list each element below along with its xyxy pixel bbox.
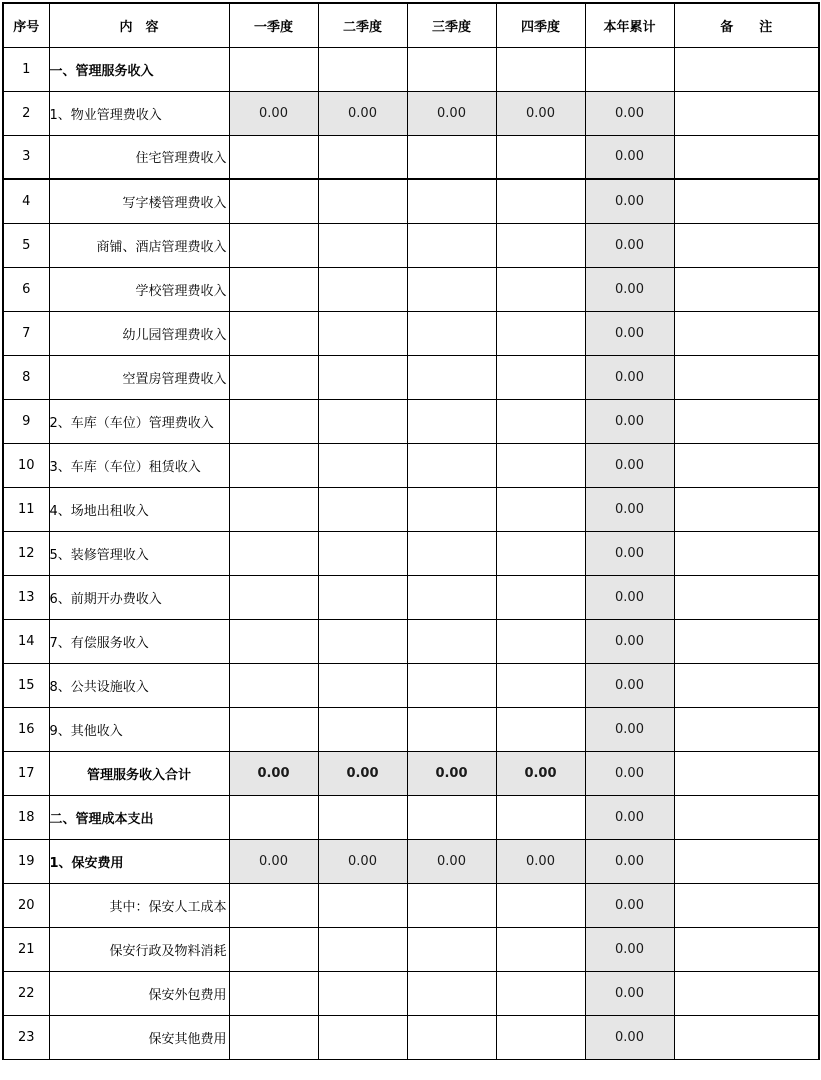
remark-cell[interactable] [674,487,819,531]
ytd-cell[interactable]: 0.00 [585,707,674,751]
q2-cell[interactable]: 0.00 [318,91,407,135]
q2-cell[interactable] [318,223,407,267]
q2-cell[interactable] [318,443,407,487]
q1-cell[interactable] [229,311,318,355]
q4-cell[interactable] [496,311,585,355]
q4-cell[interactable] [496,575,585,619]
q2-cell[interactable] [318,135,407,179]
row-label[interactable]: 3、车库（车位）租赁收入 [49,443,229,487]
ytd-cell[interactable]: 0.00 [585,883,674,927]
remark-cell[interactable] [674,443,819,487]
remark-cell[interactable] [674,311,819,355]
row-label[interactable]: 8、公共设施收入 [49,663,229,707]
row-number: 12 [3,531,49,575]
ytd-cell[interactable]: 0.00 [585,927,674,971]
q4-cell[interactable] [496,355,585,399]
q4-cell[interactable] [496,927,585,971]
table-row [3,1015,819,1059]
ytd-cell[interactable]: 0.00 [585,795,674,839]
q2-cell[interactable] [318,267,407,311]
q2-cell[interactable] [318,47,407,91]
remark-cell[interactable] [674,927,819,971]
q2-cell[interactable]: 0.00 [318,839,407,883]
header-q3: 三季度 [407,3,496,47]
q3-cell[interactable] [407,927,496,971]
q2-cell[interactable] [318,971,407,1015]
q4-cell[interactable]: 0.00 [496,751,585,795]
ytd-cell[interactable]: 0.00 [585,223,674,267]
q4-cell[interactable] [496,619,585,663]
row-label[interactable]: 保安行政及物料消耗 [49,927,229,971]
remark-cell[interactable] [674,971,819,1015]
row-label[interactable]: 一、管理服务收入 [49,47,229,91]
q1-cell[interactable] [229,355,318,399]
table-row [3,575,819,619]
q3-cell[interactable]: 0.00 [407,839,496,883]
q3-cell[interactable]: 0.00 [407,91,496,135]
ytd-cell[interactable]: 0.00 [585,91,674,135]
q4-cell[interactable] [496,487,585,531]
q1-cell[interactable] [229,883,318,927]
row-number: 8 [3,355,49,399]
q1-cell[interactable] [229,443,318,487]
row-label[interactable]: 5、装修管理收入 [49,531,229,575]
q4-cell[interactable] [496,883,585,927]
table-row [3,443,819,487]
q2-cell[interactable] [318,399,407,443]
table-row [3,619,819,663]
q3-cell[interactable] [407,883,496,927]
q1-cell[interactable] [229,487,318,531]
q3-cell[interactable] [407,619,496,663]
q1-cell[interactable] [229,663,318,707]
q1-cell[interactable] [229,267,318,311]
q4-cell[interactable] [496,223,585,267]
ytd-cell[interactable]: 0.00 [585,399,674,443]
q2-cell[interactable] [318,707,407,751]
q4-cell[interactable] [496,971,585,1015]
q3-cell[interactable] [407,707,496,751]
q4-cell[interactable] [496,399,585,443]
q2-cell[interactable] [318,179,407,223]
remark-cell[interactable] [674,47,819,91]
table-row [3,883,819,927]
remark-cell[interactable] [674,795,819,839]
q3-cell[interactable] [407,267,496,311]
q1-cell[interactable] [229,399,318,443]
table-row [3,487,819,531]
row-number: 14 [3,619,49,663]
q1-cell[interactable] [229,1015,318,1059]
table-row [3,267,819,311]
q3-cell[interactable] [407,487,496,531]
table-row [3,311,819,355]
q2-cell[interactable] [318,663,407,707]
ytd-cell[interactable]: 0.00 [585,971,674,1015]
row-label[interactable]: 商铺、酒店管理费收入 [49,223,229,267]
header-q1: 一季度 [229,3,318,47]
row-number: 18 [3,795,49,839]
remark-cell[interactable] [674,223,819,267]
q2-cell[interactable] [318,927,407,971]
ytd-cell[interactable]: 0.00 [585,1015,674,1059]
remark-cell[interactable] [674,663,819,707]
row-number: 22 [3,971,49,1015]
q4-cell[interactable] [496,1015,585,1059]
table-row [3,135,819,179]
row-label[interactable]: 住宅管理费收入 [49,135,229,179]
q3-cell[interactable] [407,443,496,487]
remark-cell[interactable] [674,135,819,179]
q3-cell[interactable] [407,135,496,179]
q4-cell[interactable]: 0.00 [496,91,585,135]
ytd-cell[interactable]: 0.00 [585,751,674,795]
row-label[interactable]: 空置房管理费收入 [49,355,229,399]
table-row [3,751,819,795]
row-number: 3 [3,135,49,179]
ytd-cell[interactable]: 0.00 [585,575,674,619]
q3-cell[interactable] [407,399,496,443]
q3-cell[interactable] [407,795,496,839]
row-label[interactable]: 二、管理成本支出 [49,795,229,839]
q1-cell[interactable] [229,223,318,267]
header-seq: 序号 [3,3,49,47]
table-row [3,91,819,135]
q1-cell[interactable] [229,47,318,91]
income-expense-table [2,2,820,1060]
row-number: 21 [3,927,49,971]
row-number: 15 [3,663,49,707]
row-label[interactable]: 7、有偿服务收入 [49,619,229,663]
table-row [3,179,819,223]
q3-cell[interactable] [407,1015,496,1059]
q4-cell[interactable] [496,531,585,575]
header-remark: 备 注 [674,3,819,47]
q2-cell[interactable] [318,355,407,399]
q1-cell[interactable] [229,179,318,223]
q2-cell[interactable] [318,575,407,619]
row-number: 5 [3,223,49,267]
table-row [3,663,819,707]
table-row [3,399,819,443]
header-q4: 四季度 [496,3,585,47]
header-q2: 二季度 [318,3,407,47]
row-number: 11 [3,487,49,531]
remark-cell[interactable] [674,179,819,223]
q1-cell[interactable] [229,619,318,663]
table-row [3,839,819,883]
ytd-cell[interactable]: 0.00 [585,487,674,531]
remark-cell[interactable] [674,839,819,883]
table-row [3,355,819,399]
row-number: 20 [3,883,49,927]
q2-cell[interactable] [318,883,407,927]
q4-cell[interactable] [496,135,585,179]
q1-cell[interactable]: 0.00 [229,751,318,795]
remark-cell[interactable] [674,751,819,795]
row-label[interactable]: 幼儿园管理费收入 [49,311,229,355]
ytd-cell[interactable]: 0.00 [585,355,674,399]
remark-cell[interactable] [674,531,819,575]
table-row [3,223,819,267]
row-number: 17 [3,751,49,795]
row-label[interactable]: 6、前期开办费收入 [49,575,229,619]
remark-cell[interactable] [674,91,819,135]
header-content: 内 容 [49,3,229,47]
remark-cell[interactable] [674,355,819,399]
row-number: 16 [3,707,49,751]
q1-cell[interactable] [229,531,318,575]
remark-cell[interactable] [674,707,819,751]
q3-cell[interactable] [407,575,496,619]
ytd-cell[interactable]: 0.00 [585,443,674,487]
ytd-cell[interactable]: 0.00 [585,267,674,311]
q4-cell[interactable] [496,795,585,839]
row-label[interactable]: 4、场地出租收入 [49,487,229,531]
q4-cell[interactable] [496,267,585,311]
q2-cell[interactable] [318,1015,407,1059]
ytd-cell[interactable]: 0.00 [585,311,674,355]
q4-cell[interactable]: 0.00 [496,839,585,883]
q3-cell[interactable] [407,311,496,355]
q1-cell[interactable] [229,707,318,751]
q3-cell[interactable] [407,971,496,1015]
ytd-cell[interactable]: 0.00 [585,135,674,179]
q1-cell[interactable] [229,971,318,1015]
q3-cell[interactable] [407,223,496,267]
q1-cell[interactable] [229,927,318,971]
q3-cell[interactable] [407,663,496,707]
remark-cell[interactable] [674,883,819,927]
q4-cell[interactable] [496,663,585,707]
remark-cell[interactable] [674,399,819,443]
q3-cell[interactable]: 0.00 [407,751,496,795]
row-number: 7 [3,311,49,355]
row-label[interactable]: 保安外包费用 [49,971,229,1015]
q4-cell[interactable] [496,47,585,91]
row-label[interactable]: 9、其他收入 [49,707,229,751]
q2-cell[interactable] [318,795,407,839]
remark-cell[interactable] [674,619,819,663]
row-label[interactable]: 其中：保安人工成本 [49,883,229,927]
q1-cell[interactable] [229,575,318,619]
q1-cell[interactable]: 0.00 [229,91,318,135]
q3-cell[interactable] [407,531,496,575]
row-number: 23 [3,1015,49,1059]
table-row [3,707,819,751]
row-label[interactable]: 学校管理费收入 [49,267,229,311]
q1-cell[interactable]: 0.00 [229,839,318,883]
ytd-cell[interactable]: 0.00 [585,839,674,883]
ytd-cell[interactable]: 0.00 [585,531,674,575]
q4-cell[interactable] [496,443,585,487]
remark-cell[interactable] [674,1015,819,1059]
q3-cell[interactable] [407,47,496,91]
row-number: 19 [3,839,49,883]
q2-cell[interactable]: 0.00 [318,751,407,795]
row-number: 1 [3,47,49,91]
header-row [3,3,819,47]
q3-cell[interactable] [407,179,496,223]
q4-cell[interactable] [496,707,585,751]
row-number: 2 [3,91,49,135]
row-label[interactable]: 1、物业管理费收入 [49,91,229,135]
row-number: 9 [3,399,49,443]
ytd-cell[interactable]: 0.00 [585,663,674,707]
q2-cell[interactable] [318,311,407,355]
row-label[interactable]: 1、保安费用 [49,839,229,883]
row-number: 10 [3,443,49,487]
q4-cell[interactable] [496,179,585,223]
ytd-cell[interactable] [585,47,674,91]
table-row [3,927,819,971]
row-label[interactable]: 管理服务收入合计 [49,751,229,795]
row-label[interactable]: 保安其他费用 [49,1015,229,1059]
row-number: 13 [3,575,49,619]
table-row [3,795,819,839]
header-ytd: 本年累计 [585,3,674,47]
remark-cell[interactable] [674,575,819,619]
q1-cell[interactable] [229,795,318,839]
q2-cell[interactable] [318,619,407,663]
ytd-cell[interactable]: 0.00 [585,179,674,223]
q1-cell[interactable] [229,135,318,179]
table-row [3,47,819,91]
row-label[interactable]: 写字楼管理费收入 [49,179,229,223]
q2-cell[interactable] [318,531,407,575]
remark-cell[interactable] [674,267,819,311]
table-row [3,971,819,1015]
q2-cell[interactable] [318,487,407,531]
q3-cell[interactable] [407,355,496,399]
ytd-cell[interactable]: 0.00 [585,619,674,663]
row-label[interactable]: 2、车库（车位）管理费收入 [49,399,229,443]
row-number: 4 [3,179,49,223]
row-number: 6 [3,267,49,311]
table-row [3,531,819,575]
